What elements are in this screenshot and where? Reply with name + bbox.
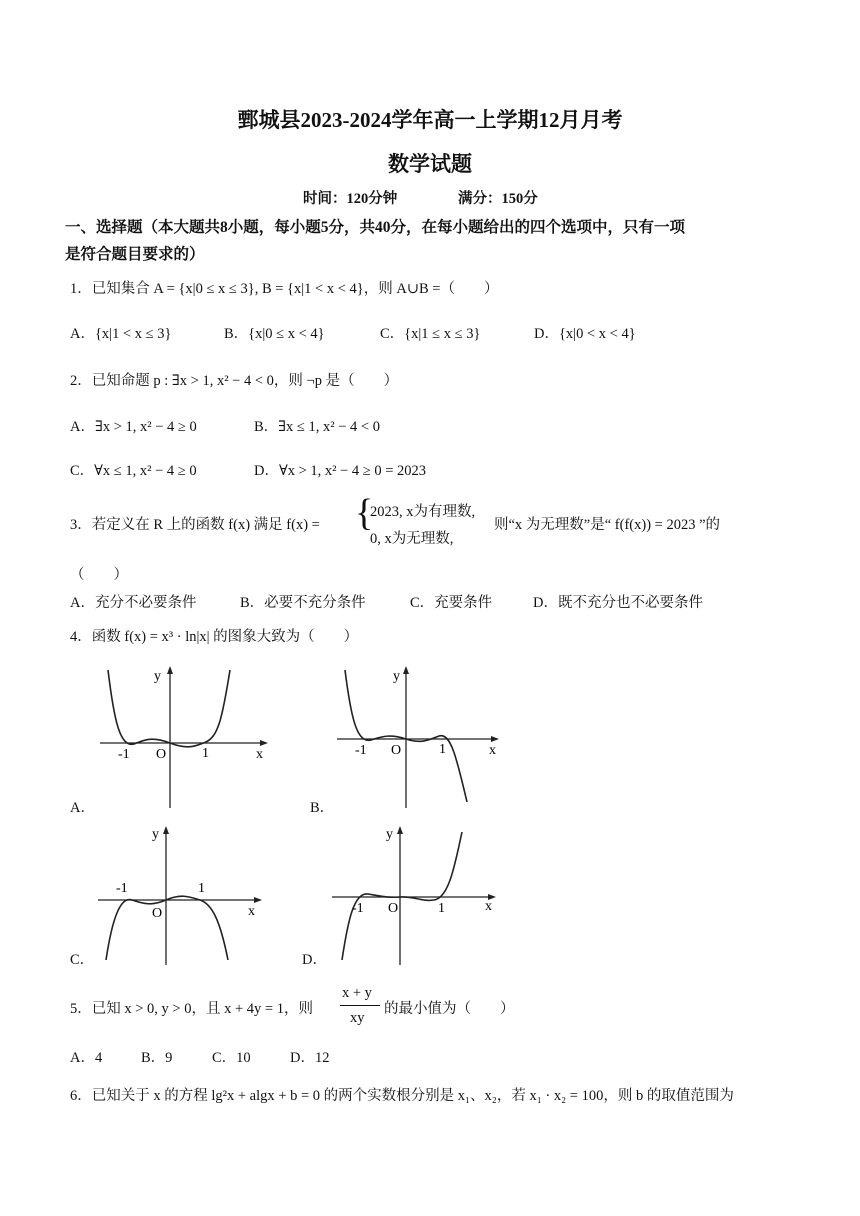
graph-a-one-label: 1 bbox=[202, 746, 209, 761]
time-label: 时间：120分钟 bbox=[303, 191, 398, 207]
q2-option-b: B．∃x ≤ 1, x² − 4 < 0 bbox=[254, 419, 380, 435]
graph-c-y-label: y bbox=[152, 827, 159, 842]
q5-option-d: D．12 bbox=[290, 1050, 330, 1066]
q3-option-a: A．充分不必要条件 bbox=[70, 595, 197, 611]
q6-stem: 6．已知关于 x 的方程 lg²x + algx + b = 0 的两个实数根分别是 x₁、x₂，若 x₁ · x₂ = 100，则 b 的取值范围为 bbox=[70, 1088, 734, 1104]
graph-b-x-label: x bbox=[489, 743, 496, 758]
q1-option-c: C．{x|1 ≤ x ≤ 3} bbox=[380, 326, 481, 342]
q3-stem-a: 3．若定义在 R 上的函数 f(x) 满足 f(x) = bbox=[70, 517, 320, 533]
graph-c-origin-label: O bbox=[152, 906, 163, 921]
q4-option-a: A． bbox=[70, 800, 95, 816]
score-label: 满分：150分 bbox=[458, 191, 538, 207]
q3-case-rational: 2023, x为有理数, bbox=[370, 504, 476, 520]
graph-d-origin-label: O bbox=[388, 901, 399, 916]
q1-option-d: D．{x|0 < x < 4} bbox=[534, 326, 636, 342]
exam-title: 鄄城县2023-2024学年高一上学期12月月考 bbox=[237, 108, 623, 132]
graph-d-one-label: 1 bbox=[438, 901, 445, 916]
q2-option-c: C．∀x ≤ 1, x² − 4 ≥ 0 bbox=[70, 463, 197, 479]
graph-b-origin-label: O bbox=[391, 743, 402, 758]
q4-option-c: C． bbox=[70, 952, 95, 968]
graph-a-neg-one-label: -1 bbox=[118, 747, 130, 762]
q1-stem: 1．已知集合 A = {x|0 ≤ x ≤ 3}, B = {x|1 < x < 4}，则 A∪B =（ ） bbox=[70, 281, 499, 297]
q5-fraction-bar bbox=[340, 1005, 380, 1006]
graph-d-x-label: x bbox=[485, 899, 492, 914]
q3-option-d: D．既不充分也不必要条件 bbox=[533, 595, 703, 611]
q3-case-irrational: 0, x为无理数, bbox=[370, 531, 454, 547]
q5-fraction-numerator: x + y bbox=[342, 985, 372, 1001]
q3-answer-paren: （ ） bbox=[70, 567, 128, 583]
q3-brace: { bbox=[355, 492, 374, 534]
q4-stem: 4．函数 f(x) = x³ · ln|x| 的图象大致为（ ） bbox=[70, 629, 359, 645]
q5-option-a: A．4 bbox=[70, 1050, 103, 1066]
q4-option-d: D． bbox=[302, 952, 327, 968]
graph-b-one-label: 1 bbox=[439, 742, 446, 757]
q5-option-c: C．10 bbox=[212, 1050, 251, 1066]
q5-stem-a: 5．已知 x > 0, y > 0，且 x + 4y = 1，则 bbox=[70, 1001, 313, 1017]
q2-option-d: D．∀x > 1, x² − 4 ≥ 0 = 2023 bbox=[254, 463, 427, 479]
graph-a-y-label: y bbox=[154, 669, 161, 684]
q2-option-a: A．∃x > 1, x² − 4 ≥ 0 bbox=[70, 419, 197, 435]
graph-c bbox=[96, 820, 276, 970]
section-heading-line2: 是符合题目要求的） bbox=[65, 246, 205, 263]
graph-a-origin-label: O bbox=[156, 747, 167, 762]
q5-stem-b: 的最小值为（ ） bbox=[384, 1001, 515, 1017]
q2-stem: 2．已知命题 p : ∃x > 1, x² − 4 < 0，则 ¬p 是（ ） bbox=[70, 373, 399, 389]
graph-c-one-label: 1 bbox=[198, 881, 205, 896]
q4-option-b: B． bbox=[310, 800, 335, 816]
q1-option-b: B．{x|0 ≤ x < 4} bbox=[224, 326, 325, 342]
graph-b-neg-one-label: -1 bbox=[355, 743, 367, 758]
exam-subtitle: 数学试题 bbox=[388, 152, 472, 176]
q3-option-c: C．充要条件 bbox=[410, 595, 493, 611]
graph-c-x-label: x bbox=[248, 904, 255, 919]
graph-d bbox=[330, 820, 510, 970]
section-heading-line1: 一、选择题（本大题共8小题，每小题5分，共40分，在每小题给出的四个选项中，只有一项 bbox=[65, 219, 686, 236]
graph-b bbox=[333, 660, 513, 810]
q3-option-b: B．必要不充分条件 bbox=[240, 595, 366, 611]
graph-c-neg-one-label: -1 bbox=[116, 881, 128, 896]
q1-option-a: A．{x|1 < x ≤ 3} bbox=[70, 326, 172, 342]
q5-option-b: B．9 bbox=[141, 1050, 173, 1066]
graph-d-y-label: y bbox=[386, 827, 393, 842]
q5-fraction-denominator: xy bbox=[350, 1010, 365, 1026]
graph-d-neg-one-label: -1 bbox=[352, 901, 364, 916]
graph-a-x-label: x bbox=[256, 747, 263, 762]
q3-stem-b: 则“x 为无理数”是“ f(f(x)) = 2023 ”的 bbox=[494, 517, 721, 533]
graph-b-y-label: y bbox=[393, 669, 400, 684]
graph-a bbox=[96, 660, 276, 810]
